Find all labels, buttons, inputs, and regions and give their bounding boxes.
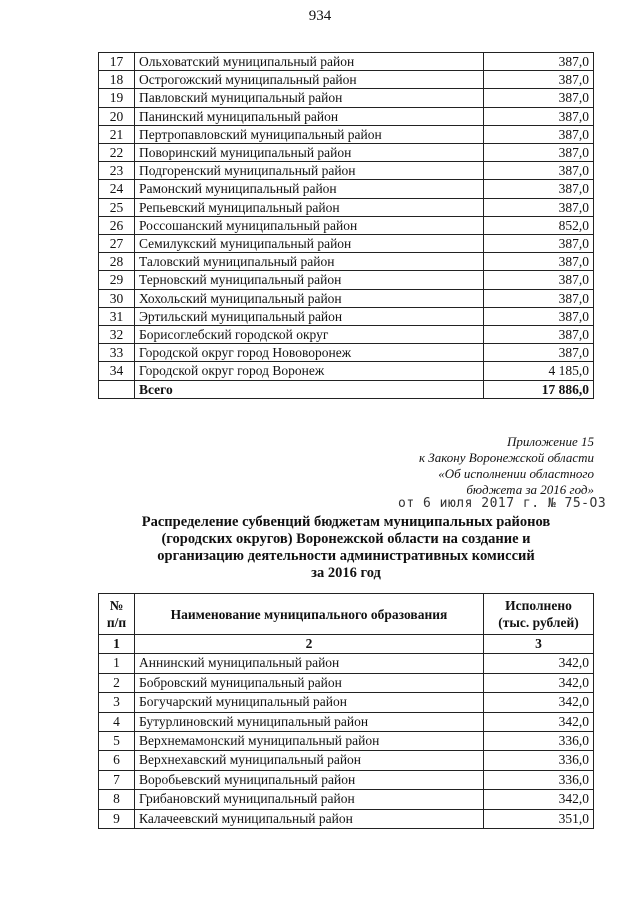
table-row	[99, 809, 594, 828]
row-value: 387,0	[484, 180, 594, 198]
column-index-row	[99, 635, 594, 654]
row-value: 387,0	[484, 71, 594, 89]
header-num: № п/п	[99, 594, 135, 635]
row-name: Таловский муниципальный район	[135, 253, 484, 271]
table-row	[99, 53, 594, 71]
table-row	[99, 326, 594, 344]
row-name: Верхнехавский муниципальный район	[135, 751, 484, 770]
row-value: 4 185,0	[484, 362, 594, 380]
column-index: 3	[484, 635, 594, 654]
row-number: 17	[99, 53, 135, 71]
title-line: за 2016 год	[311, 565, 381, 581]
row-number: 22	[99, 144, 135, 162]
appendix-note	[419, 434, 594, 498]
table-row	[99, 271, 594, 289]
title-line: (городских округов) Воронежской области на создание и	[161, 531, 531, 547]
row-value: 387,0	[484, 198, 594, 216]
row-number: 26	[99, 216, 135, 234]
row-number: 3	[99, 693, 135, 712]
row-value: 342,0	[484, 673, 594, 692]
row-name: Ольховатский муниципальный район	[135, 53, 484, 71]
row-value: 387,0	[484, 326, 594, 344]
row-name: Острогожский муниципальный район	[135, 71, 484, 89]
total-value: 17 886,0	[484, 380, 594, 398]
row-name: Рамонский муниципальный район	[135, 180, 484, 198]
appendix-line: «Об исполнении областного	[438, 466, 594, 481]
row-number: 27	[99, 235, 135, 253]
table-row	[99, 362, 594, 380]
row-number: 33	[99, 344, 135, 362]
row-value: 387,0	[484, 53, 594, 71]
row-number: 21	[99, 125, 135, 143]
row-number: 4	[99, 712, 135, 731]
row-value: 342,0	[484, 654, 594, 673]
row-value: 387,0	[484, 289, 594, 307]
appendix-line: Приложение 15	[506, 434, 594, 449]
row-name: Панинский муниципальный район	[135, 107, 484, 125]
table-row	[99, 693, 594, 712]
law-date-stamp: от 6 июля 2017 г. № 75-ОЗ	[398, 496, 607, 511]
table-row	[99, 144, 594, 162]
row-number: 9	[99, 809, 135, 828]
row-number: 29	[99, 271, 135, 289]
table-row	[99, 71, 594, 89]
appendix-line: бюджета за 2016 год»	[466, 482, 594, 497]
table2-body	[99, 635, 594, 829]
table-row	[99, 89, 594, 107]
table-row	[99, 790, 594, 809]
row-name: Пертропавловский муниципальный район	[135, 125, 484, 143]
table-row	[99, 712, 594, 731]
row-value: 387,0	[484, 107, 594, 125]
row-name: Богучарский муниципальный район	[135, 693, 484, 712]
table-header-row	[99, 594, 594, 635]
subventions-table-continued	[98, 52, 594, 399]
row-number: 1	[99, 654, 135, 673]
row-value: 342,0	[484, 712, 594, 731]
row-number: 20	[99, 107, 135, 125]
row-value: 387,0	[484, 307, 594, 325]
header-name: Наименование муниципального образования	[135, 594, 484, 635]
row-name: Городской округ город Нововоронеж	[135, 344, 484, 362]
row-number: 32	[99, 326, 135, 344]
table-row	[99, 751, 594, 770]
row-value: 387,0	[484, 235, 594, 253]
row-number: 28	[99, 253, 135, 271]
row-name: Аннинский муниципальный район	[135, 654, 484, 673]
total-label: Всего	[135, 380, 484, 398]
row-value: 351,0	[484, 809, 594, 828]
total-row	[99, 380, 594, 398]
row-name: Городской округ город Воронеж	[135, 362, 484, 380]
row-value: 387,0	[484, 253, 594, 271]
row-value: 387,0	[484, 271, 594, 289]
row-number: 2	[99, 673, 135, 692]
row-number: 24	[99, 180, 135, 198]
header-value: Исполнено (тыс. рублей)	[484, 594, 594, 635]
row-number: 6	[99, 751, 135, 770]
document-title	[98, 514, 594, 582]
total-num-cell	[99, 380, 135, 398]
table-row	[99, 344, 594, 362]
row-name: Эртильский муниципальный район	[135, 307, 484, 325]
table-row	[99, 253, 594, 271]
row-name: Семилукский муниципальный район	[135, 235, 484, 253]
row-number: 34	[99, 362, 135, 380]
table-row	[99, 235, 594, 253]
row-name: Россошанский муниципальный район	[135, 216, 484, 234]
row-number: 8	[99, 790, 135, 809]
column-index: 2	[135, 635, 484, 654]
column-index: 1	[99, 635, 135, 654]
row-value: 387,0	[484, 125, 594, 143]
row-name: Поворинский муниципальный район	[135, 144, 484, 162]
table-row	[99, 125, 594, 143]
table-row	[99, 732, 594, 751]
row-value: 336,0	[484, 770, 594, 789]
table1-body	[99, 53, 594, 399]
row-value: 387,0	[484, 344, 594, 362]
title-line: Распределение субвенций бюджетам муниципальных районов	[141, 514, 551, 530]
table-row	[99, 162, 594, 180]
row-value: 336,0	[484, 732, 594, 751]
table-row	[99, 289, 594, 307]
row-value: 387,0	[484, 89, 594, 107]
row-value: 387,0	[484, 162, 594, 180]
admin-commissions-table	[98, 593, 594, 829]
table-row	[99, 770, 594, 789]
appendix-line: к Закону Воронежской области	[418, 450, 594, 465]
row-name: Бобровский муниципальный район	[135, 673, 484, 692]
row-value: 342,0	[484, 790, 594, 809]
row-value: 336,0	[484, 751, 594, 770]
row-number: 7	[99, 770, 135, 789]
page-number: 934	[308, 8, 332, 24]
row-value: 852,0	[484, 216, 594, 234]
row-name: Бутурлиновский муниципальный район	[135, 712, 484, 731]
row-name: Калачеевский муниципальный район	[135, 809, 484, 828]
row-number: 18	[99, 71, 135, 89]
table-row	[99, 180, 594, 198]
row-name: Хохольский муниципальный район	[135, 289, 484, 307]
row-number: 25	[99, 198, 135, 216]
title-line: организацию деятельности административных комиссий	[157, 548, 535, 564]
row-name: Павловский муниципальный район	[135, 89, 484, 107]
table-row	[99, 107, 594, 125]
row-name: Репьевский муниципальный район	[135, 198, 484, 216]
table-row	[99, 198, 594, 216]
row-name: Терновский муниципальный район	[135, 271, 484, 289]
row-name: Подгоренский муниципальный район	[135, 162, 484, 180]
table-row	[99, 654, 594, 673]
row-number: 31	[99, 307, 135, 325]
row-number: 5	[99, 732, 135, 751]
row-name: Воробьевский муниципальный район	[135, 770, 484, 789]
row-name: Борисоглебский городской округ	[135, 326, 484, 344]
table-row	[99, 216, 594, 234]
row-value: 342,0	[484, 693, 594, 712]
table-row	[99, 307, 594, 325]
row-name: Верхнемамонский муниципальный район	[135, 732, 484, 751]
row-number: 19	[99, 89, 135, 107]
table-row	[99, 673, 594, 692]
row-name: Грибановский муниципальный район	[135, 790, 484, 809]
row-number: 23	[99, 162, 135, 180]
row-number: 30	[99, 289, 135, 307]
row-value: 387,0	[484, 144, 594, 162]
